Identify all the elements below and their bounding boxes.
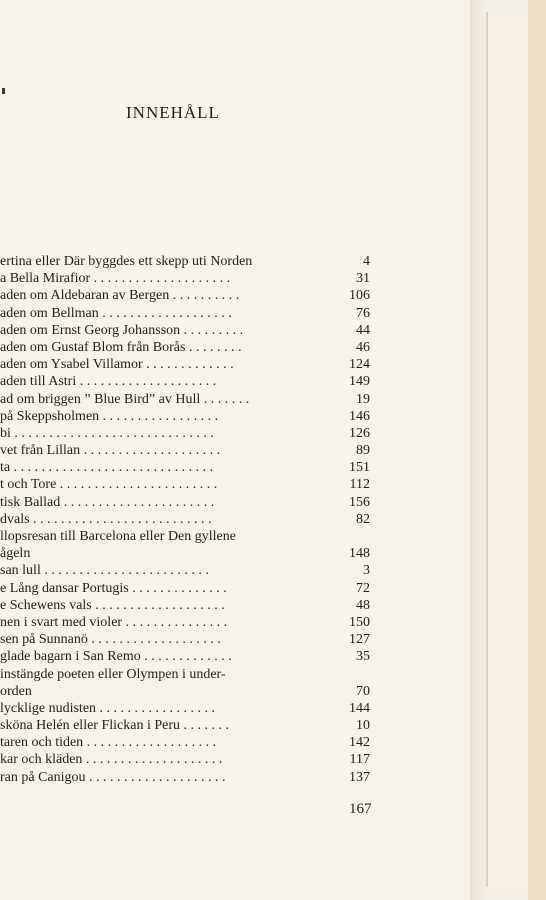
page-edge <box>470 0 486 900</box>
toc-entry <box>0 408 380 425</box>
toc-entry-title: taren och tiden . . . . . . . . . . . . . . . . . . . <box>0 735 217 751</box>
toc-entry-title: e Schewens vals . . . . . . . . . . . . . . . . . . . <box>0 597 225 613</box>
toc-entry <box>0 562 380 579</box>
toc-entry-title: san lull . . . . . . . . . . . . . . . . . . . . . . . . <box>0 563 209 579</box>
toc-entry <box>0 597 380 614</box>
toc-entry <box>0 631 380 648</box>
toc-entry <box>0 322 380 339</box>
toc-entry-title: ta . . . . . . . . . . . . . . . . . . . . . . . . . . . . . <box>0 460 214 476</box>
book-cover-edge <box>528 0 546 900</box>
toc-entry-page: 150 <box>349 614 370 630</box>
toc-entry-page: 46 <box>356 339 370 355</box>
toc-entry-title: t och Tore . . . . . . . . . . . . . . . . . . . . . . . <box>0 477 218 493</box>
toc-entry-title: ad om briggen ” Blue Bird” av Hull . . . . . . . <box>0 391 250 407</box>
toc-entry-page: 70 <box>356 683 370 699</box>
book-side-block <box>486 12 533 887</box>
toc-entry-page: 144 <box>349 700 370 716</box>
toc-entry-title: bi . . . . . . . . . . . . . . . . . . . . . . . . . . . . . <box>0 425 214 441</box>
toc-entry-page: 10 <box>356 718 370 734</box>
toc-entry <box>0 769 380 786</box>
toc-entry-title: aden om Gustaf Blom från Borås . . . . . . . . <box>0 339 242 355</box>
toc-entry-page: 127 <box>349 632 370 648</box>
toc-entry-page: 48 <box>356 597 370 613</box>
toc-entry-page: 76 <box>356 305 370 321</box>
toc-entry-title: kar och kläden . . . . . . . . . . . . . . . . . . . . <box>0 752 223 768</box>
toc-entry-title: på Skeppsholmen . . . . . . . . . . . . . . . . . <box>0 408 219 424</box>
toc-entry <box>0 305 380 322</box>
toc-entry <box>0 425 380 442</box>
toc-entry-title: sen på Sunnanö . . . . . . . . . . . . . . . . . . . <box>0 632 221 648</box>
toc-entry <box>0 666 380 683</box>
toc-entry-page: 89 <box>356 443 370 459</box>
toc-entry-title: vet från Lillan . . . . . . . . . . . . . . . . . . . . <box>0 443 221 459</box>
toc-entry <box>0 459 380 476</box>
toc-entry-page: 44 <box>356 322 370 338</box>
toc-entry-page: 3 <box>363 563 370 579</box>
toc-entry-title: aden om Bellman . . . . . . . . . . . . . . . . . . . <box>0 305 232 321</box>
toc-entry-title: tisk Ballad . . . . . . . . . . . . . . . . . . . . . . <box>0 494 215 510</box>
toc-entry-page: 82 <box>356 511 370 527</box>
toc-entry <box>0 614 380 631</box>
toc-entry-title: aden om Ernst Georg Johansson . . . . . . . . . <box>0 322 244 338</box>
toc-entry-page: 72 <box>356 580 370 596</box>
toc-entry-title: lycklige nudisten . . . . . . . . . . . . . . . . . <box>0 700 216 716</box>
page-mark <box>2 88 5 94</box>
toc-entry-page: 31 <box>356 271 370 287</box>
toc-entry-page: 117 <box>349 752 370 768</box>
toc-entry <box>0 511 380 528</box>
toc-entry <box>0 545 380 562</box>
toc-entry <box>0 648 380 665</box>
toc-entry-title: instängde poeten eller Olympen i under- <box>0 666 226 682</box>
toc-entry-page: 106 <box>349 288 370 304</box>
toc-entry <box>0 700 380 717</box>
toc-entry <box>0 717 380 734</box>
toc-entry <box>0 391 380 408</box>
toc-entry-title: dvals . . . . . . . . . . . . . . . . . . . . . . . . . . <box>0 511 212 527</box>
toc-entry <box>0 373 380 390</box>
toc-entry-title: sköna Helén eller Flickan i Peru . . . . . . . <box>0 718 230 734</box>
toc-entry-page: 149 <box>349 374 370 390</box>
toc-entry-page: 151 <box>349 460 370 476</box>
toc-entry-page: 35 <box>356 649 370 665</box>
toc-entry-title: aden till Astri . . . . . . . . . . . . . . . . . . . . <box>0 374 217 390</box>
toc-entry <box>0 528 380 545</box>
toc-entry-page: 126 <box>349 425 370 441</box>
table-of-contents <box>0 253 380 786</box>
toc-entry-page: 156 <box>349 494 370 510</box>
toc-entry-title: llopsresan till Barcelona eller Den gyllene <box>0 529 236 544</box>
toc-entry-title: a Bella Mirafior . . . . . . . . . . . . . . . . . . . . <box>0 271 231 287</box>
toc-entry-page: 124 <box>349 357 370 373</box>
toc-entry-page: 137 <box>349 769 370 785</box>
toc-entry-title: aden om Ysabel Villamor . . . . . . . . . . . . . <box>0 357 234 373</box>
toc-entry <box>0 270 380 287</box>
toc-entry <box>0 442 380 459</box>
toc-entry <box>0 683 380 700</box>
toc-entry <box>0 287 380 304</box>
toc-entry <box>0 476 380 493</box>
toc-entry <box>0 339 380 356</box>
toc-entry-title: orden <box>0 683 32 699</box>
toc-entry-page: 19 <box>356 391 370 407</box>
toc-entry-page: 146 <box>349 408 370 424</box>
toc-entry-title: ran på Canigou . . . . . . . . . . . . . . . . . . . . <box>0 769 226 785</box>
toc-entry-page: 148 <box>349 546 370 562</box>
page-number: 167 <box>349 801 372 817</box>
toc-entry <box>0 751 380 768</box>
toc-entry-page: 4 <box>363 254 370 269</box>
toc-entry-title: ertina eller Där byggdes ett skepp uti Norden <box>0 254 253 269</box>
toc-entry-title: nen i svart med violer . . . . . . . . . . . . . . . <box>0 614 228 630</box>
toc-entry-title: e Lång dansar Portugis . . . . . . . . . . . . . . <box>0 580 227 596</box>
toc-entry <box>0 253 380 270</box>
toc-entry-title: ågeln <box>0 546 31 562</box>
toc-entry <box>0 580 380 597</box>
toc-entry-title: glade bagarn i San Remo . . . . . . . . . . . . . <box>0 649 232 665</box>
toc-entry <box>0 734 380 751</box>
toc-entry <box>0 356 380 373</box>
toc-entry <box>0 494 380 511</box>
toc-entry-title: aden om Aldebaran av Bergen . . . . . . . . . . <box>0 288 240 304</box>
toc-entry-page: 142 <box>349 735 370 751</box>
page-title: INNEHÅLL <box>126 103 220 122</box>
toc-entry-page: 112 <box>349 477 370 493</box>
